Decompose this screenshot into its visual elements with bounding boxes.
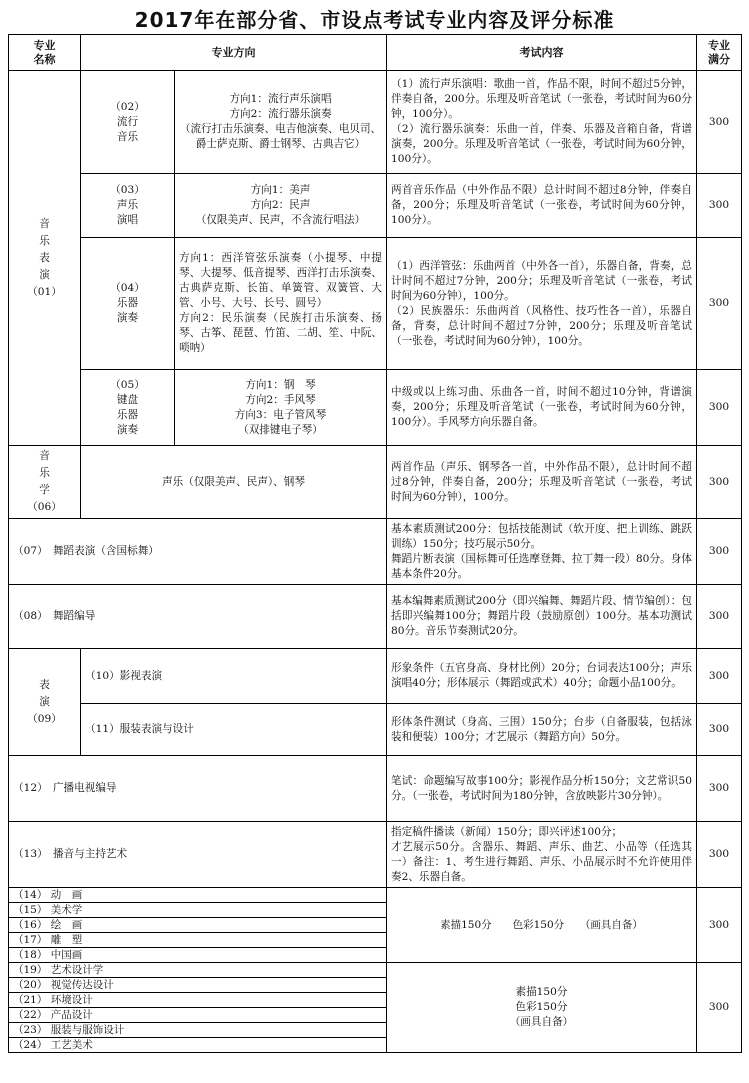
- direction-vocal: 方向1：美声 方向2：民声 （仅限美声、民声，不含流行唱法）: [175, 174, 387, 238]
- score-pop-music: 300: [697, 71, 742, 174]
- table-row: [9, 649, 742, 704]
- table-row: [9, 174, 742, 238]
- direction-keyboard: 方向1：钢 琴 方向2：手风琴 方向3：电子管风琴 （双排键电子琴）: [175, 370, 387, 446]
- table-row: [9, 822, 742, 888]
- score-instrument: 300: [697, 238, 742, 370]
- content-dance-performance: 基本素质测试200分：包括技能测试（软开度、把上训练、跳跃训练）150分；技巧展示50分。 舞蹈片断表演（国标舞可任选摩登舞、拉丁舞一段）80分。身体基本条件20分。: [387, 519, 697, 585]
- sub-major-film-acting: （10）影视表演: [81, 649, 387, 704]
- header-content: 考试内容: [387, 35, 697, 71]
- major-fine-art-item: （15） 美术学: [9, 903, 387, 918]
- score-fashion-show: 300: [697, 704, 742, 756]
- major-acting: 表 演 （09）: [9, 649, 81, 756]
- header-major: 专业 名称: [9, 35, 81, 71]
- content-instrument: （1）西洋管弦：乐曲两首（中外各一首），乐器自备，背奏，总计时间不超过7分钟，200分；乐理及听音笔试（一张卷，考试时间为60分钟），100分。 （2）民族器乐：乐曲两首（风格性、技巧性各一首），乐器自备，背奏，总计时间不超过7分钟，200分；乐理及听音笔试（一张卷，考试时间为60分钟），100分。: [387, 238, 697, 370]
- list-item: [9, 963, 742, 978]
- header-direction: 专业方向: [81, 35, 387, 71]
- score-design: 300: [697, 963, 742, 1053]
- content-pop-music: （1）流行声乐演唱：歌曲一首，作品不限，时间不超过5分钟，伴奏自备，200分。乐理及听音笔试（一张卷，考试时间为60分钟，100分）。 （2）流行器乐演奏：乐曲一首，伴奏、乐器及音箱自备，背谱演奏，200分。乐理及听音笔试（一张卷，考试时间为60分钟，100分）。: [387, 71, 697, 174]
- score-broadcast-directing: 300: [697, 756, 742, 822]
- major-broadcast-directing: （12） 广播电视编导: [9, 756, 387, 822]
- content-vocal: 两首音乐作品（中外作品不限）总计时间不超过8分钟，伴奏自备，200分；乐理及听音笔试（一张卷，考试时间为60分钟，100分）。: [387, 174, 697, 238]
- direction-musicology: 声乐（仅限美声、民声）、钢琴: [81, 446, 387, 519]
- table-row: [9, 238, 742, 370]
- major-fine-art-item: （14） 动 画: [9, 888, 387, 903]
- content-design: 素描150分 色彩150分 （画具自备）: [387, 963, 697, 1053]
- score-musicology: 300: [697, 446, 742, 519]
- list-item: [9, 888, 742, 903]
- major-musicology: 音 乐 学 （06）: [9, 446, 81, 519]
- score-broadcast-hosting: 300: [697, 822, 742, 888]
- sub-major-pop-music: （02） 流行 音乐: [81, 71, 175, 174]
- table-row: [9, 704, 742, 756]
- page-title: 2017年在部分省、市设点考试专业内容及评分标准: [134, 8, 615, 32]
- major-design-item: （21） 环境设计: [9, 993, 387, 1008]
- major-fine-art-item: （16） 绘 画: [9, 918, 387, 933]
- score-vocal: 300: [697, 174, 742, 238]
- table-row: [9, 370, 742, 446]
- table-row: [9, 446, 742, 519]
- major-design-item: （20） 视觉传达设计: [9, 978, 387, 993]
- content-musicology: 两首作品（声乐、钢琴各一首，中外作品不限），总计时间不超过8分钟，伴奏自备，200分；乐理及听音笔试（一张卷，考试时间为60分钟），100分。: [387, 446, 697, 519]
- major-dance-performance: （07） 舞蹈表演（含国标舞）: [9, 519, 387, 585]
- major-fine-art-item: （17） 雕 塑: [9, 933, 387, 948]
- major-fine-art-item: （18） 中国画: [9, 948, 387, 963]
- table-row: [9, 71, 742, 174]
- table-row: [9, 585, 742, 649]
- score-dance-performance: 300: [697, 519, 742, 585]
- sub-major-keyboard: （05） 键盘 乐器 演奏: [81, 370, 175, 446]
- score-film-acting: 300: [697, 649, 742, 704]
- content-keyboard: 中级或以上练习曲、乐曲各一首，时间不超过10分钟，背谱演奏，200分；乐理及听音笔试（一张卷，考试时间为60分钟，100分）。手风琴方向乐器自备。: [387, 370, 697, 446]
- exam-standards-table: [8, 34, 742, 1053]
- major-design-item: （24） 工艺美术: [9, 1038, 387, 1053]
- table-header-row: [9, 35, 742, 71]
- sub-major-fashion-show: （11）服装表演与设计: [81, 704, 387, 756]
- content-fashion-show: 形体条件测试（身高、三围）150分；台步（自备服装，包括泳装和便装）100分；才艺展示（舞蹈方向）50分。: [387, 704, 697, 756]
- major-broadcast-hosting: （13） 播音与主持艺术: [9, 822, 387, 888]
- content-choreography: 基本编舞素质测试200分（即兴编舞、舞蹈片段、情节编创）：包括即兴编舞100分；舞蹈片段（鼓励原创）100分。基本功测试80分。音乐节奏测试20分。: [387, 585, 697, 649]
- content-film-acting: 形象条件（五官身高、身材比例）20分；台词表达100分；声乐演唱40分；形体展示（舞蹈或武术）40分；命题小品100分。: [387, 649, 697, 704]
- major-design-item: （19） 艺术设计学: [9, 963, 387, 978]
- score-fine-art: 300: [697, 888, 742, 963]
- major-choreography: （08） 舞蹈编导: [9, 585, 387, 649]
- score-keyboard: 300: [697, 370, 742, 446]
- sub-major-vocal: （03） 声乐 演唱: [81, 174, 175, 238]
- content-broadcast-directing: 笔试：命题编写故事100分；影视作品分析150分；文艺常识50分。（一张卷，考试时间为180分钟，含放映影片30分钟）。: [387, 756, 697, 822]
- sub-major-instrument: （04） 乐器 演奏: [81, 238, 175, 370]
- table-row: [9, 519, 742, 585]
- direction-instrument: 方向1：西洋管弦乐演奏（小提琴、中提琴、大提琴、低音提琴、西洋打击乐演奏、古典萨克斯、长笛、单簧管、双簧管、大管、小号、大号、长号、圆号） 方向2：民乐演奏（民族打击乐演奏、扬琴、古筝、琵琶、竹笛、二胡、笙、中阮、唢呐）: [175, 238, 387, 370]
- content-fine-art: 素描150分 色彩150分 （画具自备）: [387, 888, 697, 963]
- table-row: [9, 756, 742, 822]
- major-design-item: （22） 产品设计: [9, 1008, 387, 1023]
- major-design-item: （23） 服装与服饰设计: [9, 1023, 387, 1038]
- major-music-performance: 音 乐 表 演 （01）: [9, 71, 81, 446]
- header-score: 专业 满分: [697, 35, 742, 71]
- score-choreography: 300: [697, 585, 742, 649]
- content-broadcast-hosting: 指定稿件播读（新闻）150分；即兴评述100分； 才艺展示50分。含器乐、舞蹈、声乐、曲艺、小品等（任选其一）备注：1、考生进行舞蹈、声乐、小品展示时不允许使用伴奏2、乐器自备。: [387, 822, 697, 888]
- direction-pop-music: 方向1：流行声乐演唱 方向2：流行器乐演奏 （流行打击乐演奏、电吉他演奏、电贝司、爵士萨克斯、爵士钢琴、古典吉它）: [175, 71, 387, 174]
